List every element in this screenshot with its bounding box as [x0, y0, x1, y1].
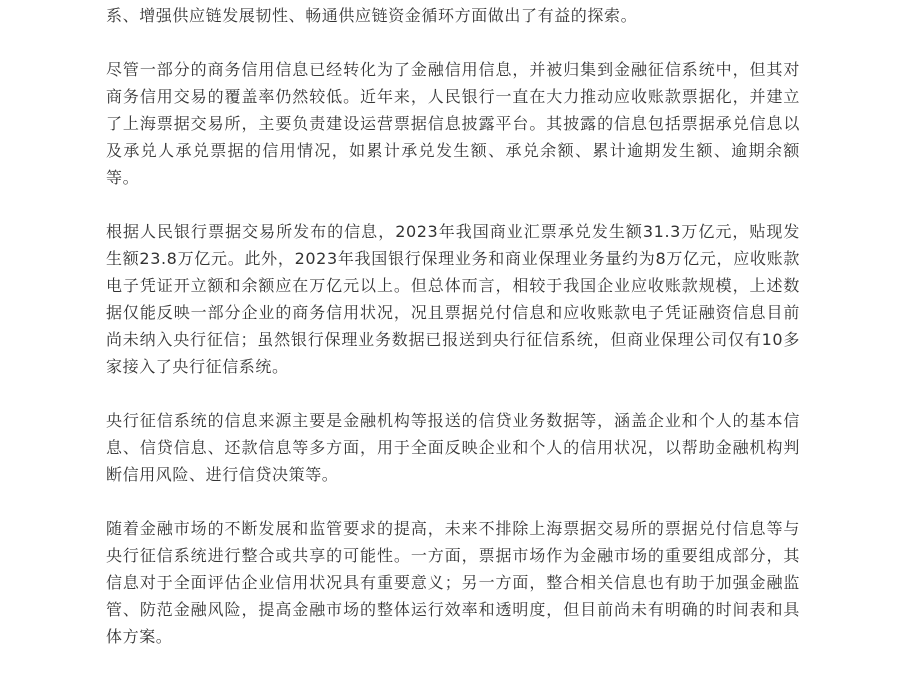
paragraph-2: 尽管一部分的商务信用信息已经转化为了金融信用信息，并被归集到金融征信系统中，但其对商务信用交易的覆盖率仍然较低。近年来，人民银行一直在大力推动应收账款票据化，并建立了上海票据交易所，主要负责建设运营票据信息披露平台。其披露的信息包括票据承兑信息以及承兑人承兑票据的信用情况，如累计承兑发生额、承兑余额、累计逾期发生额、逾期余额等。	[106, 60, 800, 187]
paragraph-3: 根据人民银行票据交易所发布的信息，2023年我国商业汇票承兑发生额31.3万亿元，贴现发生额23.8万亿元。此外，2023年我国银行保理业务和商业保理业务量约为8万亿元，应收账款电子凭证开立额和余额应在万亿元以上。但总体而言，相较于我国企业应收账款规模，上述数据仅能反映一部分企业的商务信用状况，况且票据兑付信息和应收账款电子凭证融资信息目前尚未纳入央行征信；虽然银行保理业务数据已报送到央行征信系统，但商业保理公司仅有10多家接入了央行征信系统。	[106, 222, 800, 376]
paragraph-1: 系、增强供应链发展韧性、畅通供应链资金循环方面做出了有益的探索。	[106, 6, 638, 25]
paragraph-5: 随着金融市场的不断发展和监管要求的提高，未来不排除上海票据交易所的票据兑付信息等与央行征信系统进行整合或共享的可能性。一方面，票据市场作为金融市场的重要组成部分，其信息对于全面评估企业信用状况具有重要意义；另一方面，整合相关信息也有助于加强金融监管、防范金融风险，提高金融市场的整体运行效率和透明度，但目前尚未有明确的时间表和具体方案。	[106, 519, 800, 646]
article-body	[106, 2, 800, 650]
paragraph-4: 央行征信系统的信息来源主要是金融机构等报送的信贷业务数据等，涵盖企业和个人的基本信息、信贷信息、还款信息等多方面，用于全面反映企业和个人的信用状况，以帮助金融机构判断信用风险、进行信贷决策等。	[106, 411, 800, 484]
